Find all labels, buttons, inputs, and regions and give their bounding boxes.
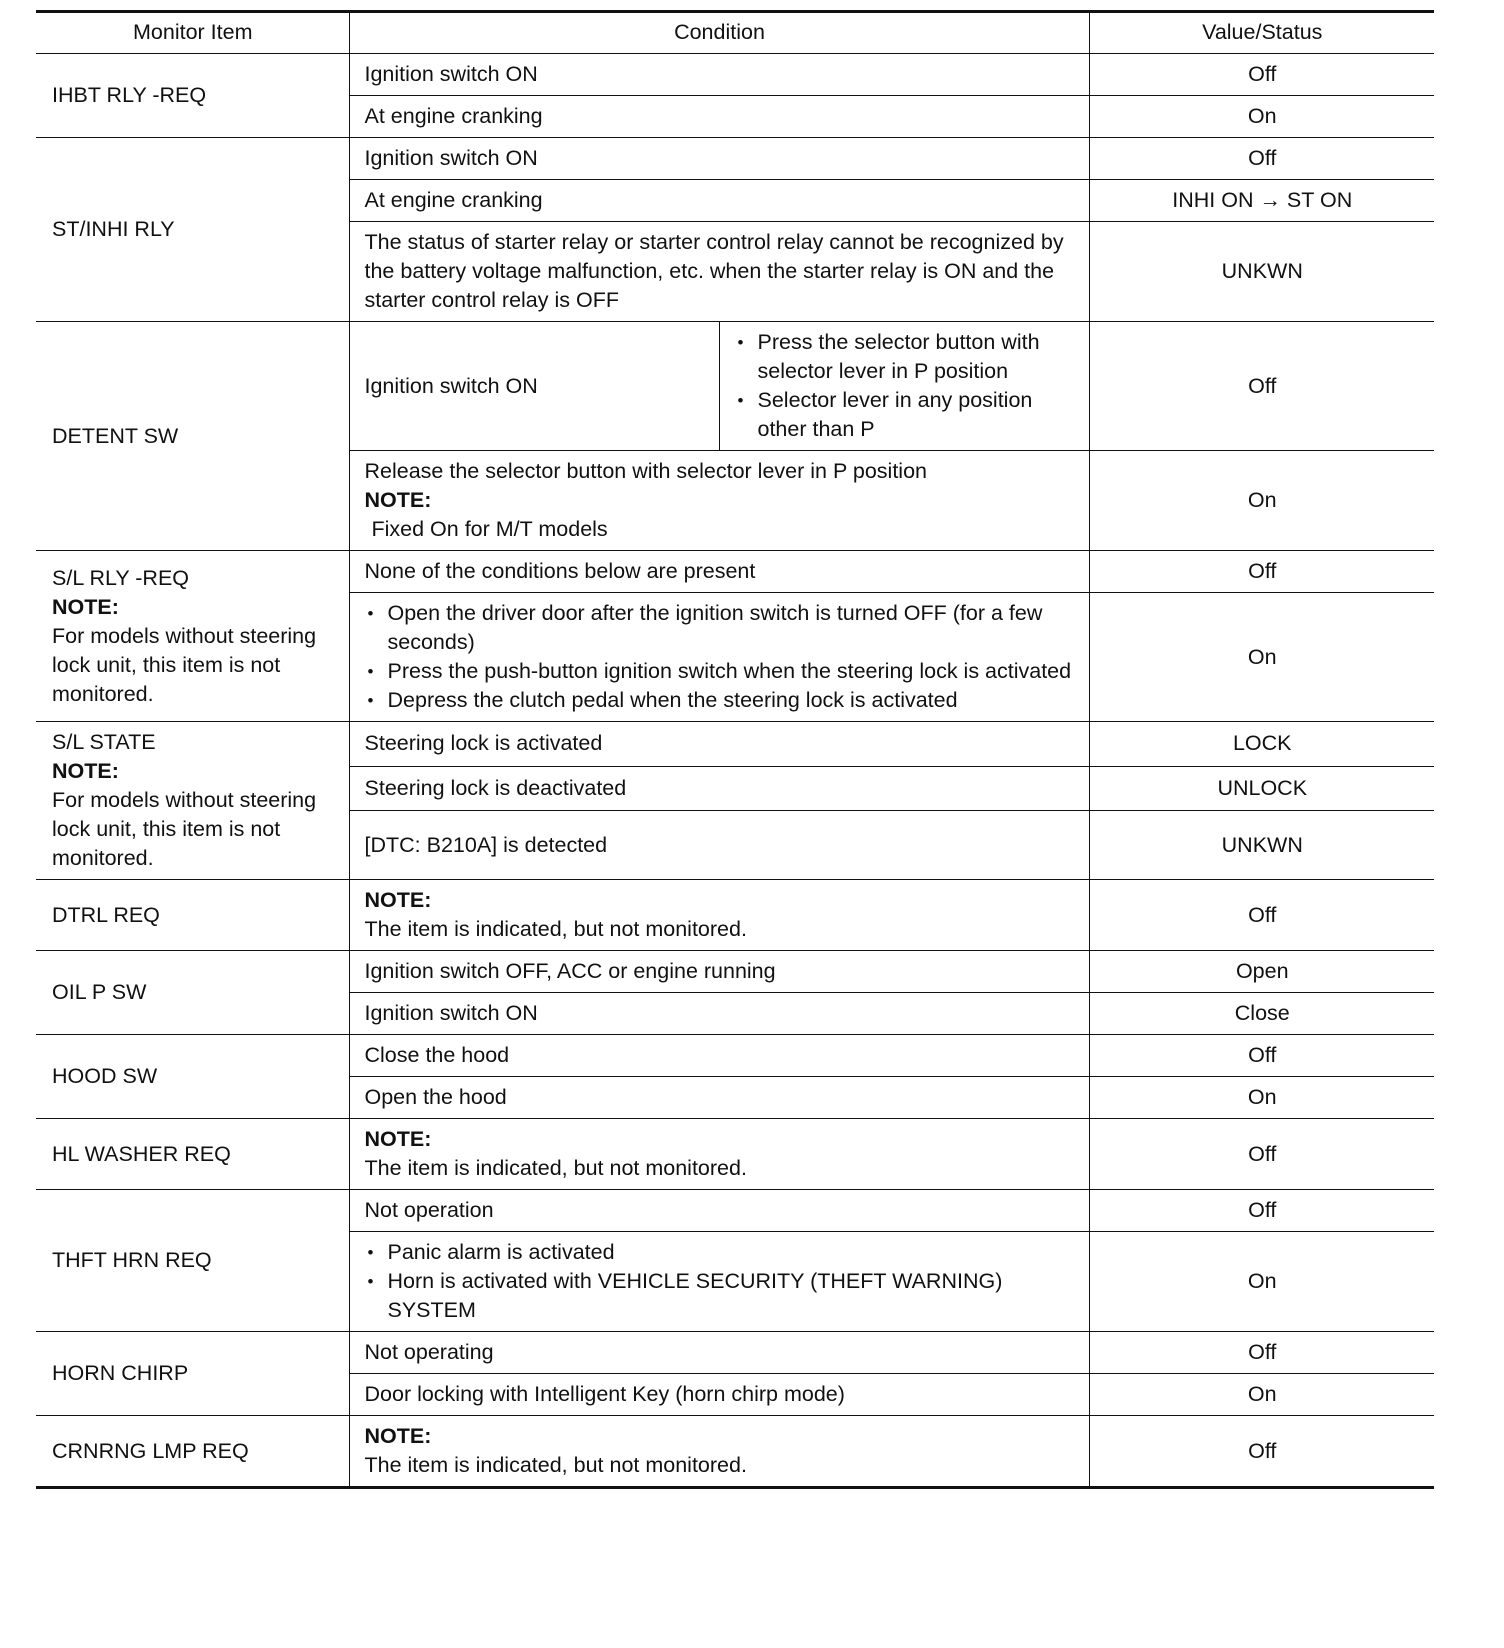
table-row bbox=[36, 722, 1434, 767]
condition-cell: Steering lock is deactivated bbox=[349, 766, 1089, 811]
header-value-status: Value/Status bbox=[1089, 12, 1434, 54]
value-cell: On bbox=[1089, 1374, 1434, 1416]
note-label: NOTE: bbox=[52, 759, 119, 783]
table-row bbox=[36, 1119, 1434, 1190]
value-cell: Off bbox=[1089, 1332, 1434, 1374]
value-cell: On bbox=[1089, 1077, 1434, 1119]
condition-cell: At engine cranking bbox=[349, 96, 1089, 138]
condition-cell: [DTC: B210A] is detected bbox=[349, 811, 1089, 880]
condition-cell bbox=[349, 451, 1089, 551]
value-cell: Off bbox=[1089, 551, 1434, 593]
condition-cell: Open the hood bbox=[349, 1077, 1089, 1119]
list-item: • Horn is activated with VEHICLE SECURITY (THEFT WARNING) SYSTEM bbox=[365, 1267, 1075, 1325]
table-row bbox=[36, 1190, 1434, 1232]
sub-condition-list bbox=[735, 328, 1075, 444]
value-cell: UNKWN bbox=[1089, 222, 1434, 322]
monitor-item: HL WASHER REQ bbox=[36, 1119, 349, 1190]
condition-cell: Ignition switch ON bbox=[349, 993, 1089, 1035]
monitor-item: IHBT RLY -REQ bbox=[36, 54, 349, 138]
note-label: NOTE: bbox=[364, 488, 432, 512]
list-item: • Selector lever in any position other than P bbox=[735, 386, 1075, 444]
note-label: NOTE: bbox=[52, 594, 119, 619]
monitor-item: CRNRNG LMP REQ bbox=[36, 1416, 349, 1488]
note-text: Fixed On for M/T models bbox=[371, 517, 608, 541]
list-item: • Press the push-button ignition switch when the steering lock is activated bbox=[365, 657, 1075, 686]
monitor-item: ST/INHI RLY bbox=[36, 138, 349, 322]
monitor-item: THFT HRN REQ bbox=[36, 1190, 349, 1332]
note-text: The item is indicated, but not monitored. bbox=[364, 1156, 747, 1180]
monitor-item-cell bbox=[36, 722, 349, 880]
condition-cell: Not operation bbox=[349, 1190, 1089, 1232]
note-text: For models without steering lock unit, this item is not monitored. bbox=[52, 623, 317, 706]
condition-cell: Door locking with Intelligent Key (horn chirp mode) bbox=[349, 1374, 1089, 1416]
value-cell: On bbox=[1089, 593, 1434, 722]
table-row bbox=[36, 1332, 1434, 1374]
monitor-item: HOOD SW bbox=[36, 1035, 349, 1119]
condition-cell: Ignition switch ON bbox=[349, 322, 719, 451]
monitor-item: S/L RLY -REQ bbox=[52, 565, 190, 590]
list-item: • Open the driver door after the ignition switch is turned OFF (for a few seconds) bbox=[365, 599, 1075, 657]
value-cell: Off bbox=[1089, 54, 1434, 96]
value-cell: LOCK bbox=[1089, 722, 1434, 767]
condition-cell bbox=[349, 593, 1089, 722]
note-text: The item is indicated, but not monitored. bbox=[364, 917, 747, 941]
condition-cell: Close the hood bbox=[349, 1035, 1089, 1077]
monitor-item-cell bbox=[36, 551, 349, 722]
value-cell: Off bbox=[1089, 880, 1434, 951]
table-row bbox=[36, 551, 1434, 593]
condition-cell: Ignition switch OFF, ACC or engine running bbox=[349, 951, 1089, 993]
table-row bbox=[36, 138, 1434, 180]
table-row bbox=[36, 54, 1434, 96]
value-cell: Off bbox=[1089, 1190, 1434, 1232]
value-cell: Off bbox=[1089, 1416, 1434, 1488]
value-cell: On bbox=[1089, 1232, 1434, 1332]
value-cell: On bbox=[1089, 451, 1434, 551]
value-cell: UNLOCK bbox=[1089, 766, 1434, 811]
header-row bbox=[36, 12, 1434, 54]
condition-cell bbox=[349, 880, 1089, 951]
note-text: For models without steering lock unit, this item is not monitored. bbox=[52, 788, 317, 870]
table-row bbox=[36, 322, 1434, 451]
condition-text: Release the selector button with selector lever in P position bbox=[364, 459, 927, 483]
condition-cell: Ignition switch ON bbox=[349, 138, 1089, 180]
value-cell: On bbox=[1089, 96, 1434, 138]
condition-cell: Ignition switch ON bbox=[349, 54, 1089, 96]
value-cell: UNKWN bbox=[1089, 811, 1434, 880]
value-cell: INHI ON → ST ON bbox=[1089, 180, 1434, 222]
note-label: NOTE: bbox=[364, 888, 432, 912]
monitor-item: DETENT SW bbox=[36, 322, 349, 551]
value-cell: Close bbox=[1089, 993, 1434, 1035]
condition-cell bbox=[349, 1232, 1089, 1332]
value-cell: Off bbox=[1089, 1119, 1434, 1190]
table-row bbox=[36, 1035, 1434, 1077]
condition-cell: At engine cranking bbox=[349, 180, 1089, 222]
monitor-item: DTRL REQ bbox=[36, 880, 349, 951]
value-cell: Open bbox=[1089, 951, 1434, 993]
value-cell: Off bbox=[1089, 138, 1434, 180]
monitor-item-table bbox=[36, 10, 1434, 1489]
condition-cell: The status of starter relay or starter control relay cannot be recognized by the battery voltage malfunction, etc. when the starter relay is ON and the starter control relay is OFF bbox=[349, 222, 1089, 322]
note-label: NOTE: bbox=[364, 1127, 432, 1151]
condition-cell: Not operating bbox=[349, 1332, 1089, 1374]
note-text: The item is indicated, but not monitored. bbox=[364, 1453, 747, 1477]
condition-cell: Steering lock is activated bbox=[349, 722, 1089, 767]
sub-condition-cell bbox=[719, 322, 1089, 451]
list-item: • Depress the clutch pedal when the steering lock is activated bbox=[365, 686, 1075, 715]
monitor-item: S/L STATE bbox=[52, 730, 156, 754]
table-row bbox=[36, 951, 1434, 993]
condition-cell: None of the conditions below are present bbox=[349, 551, 1089, 593]
monitor-item: OIL P SW bbox=[36, 951, 349, 1035]
condition-list bbox=[365, 1238, 1075, 1325]
value-cell: Off bbox=[1089, 322, 1434, 451]
list-item: • Panic alarm is activated bbox=[365, 1238, 1075, 1267]
table-row bbox=[36, 880, 1434, 951]
note-label: NOTE: bbox=[364, 1424, 432, 1448]
condition-cell bbox=[349, 1119, 1089, 1190]
condition-cell bbox=[349, 1416, 1089, 1488]
condition-list bbox=[365, 599, 1075, 715]
header-condition: Condition bbox=[349, 12, 1089, 54]
value-cell: Off bbox=[1089, 1035, 1434, 1077]
list-item: • Press the selector button with selector lever in P position bbox=[735, 328, 1075, 386]
monitor-item: HORN CHIRP bbox=[36, 1332, 349, 1416]
header-monitor-item: Monitor Item bbox=[36, 12, 349, 54]
table-row bbox=[36, 1416, 1434, 1488]
